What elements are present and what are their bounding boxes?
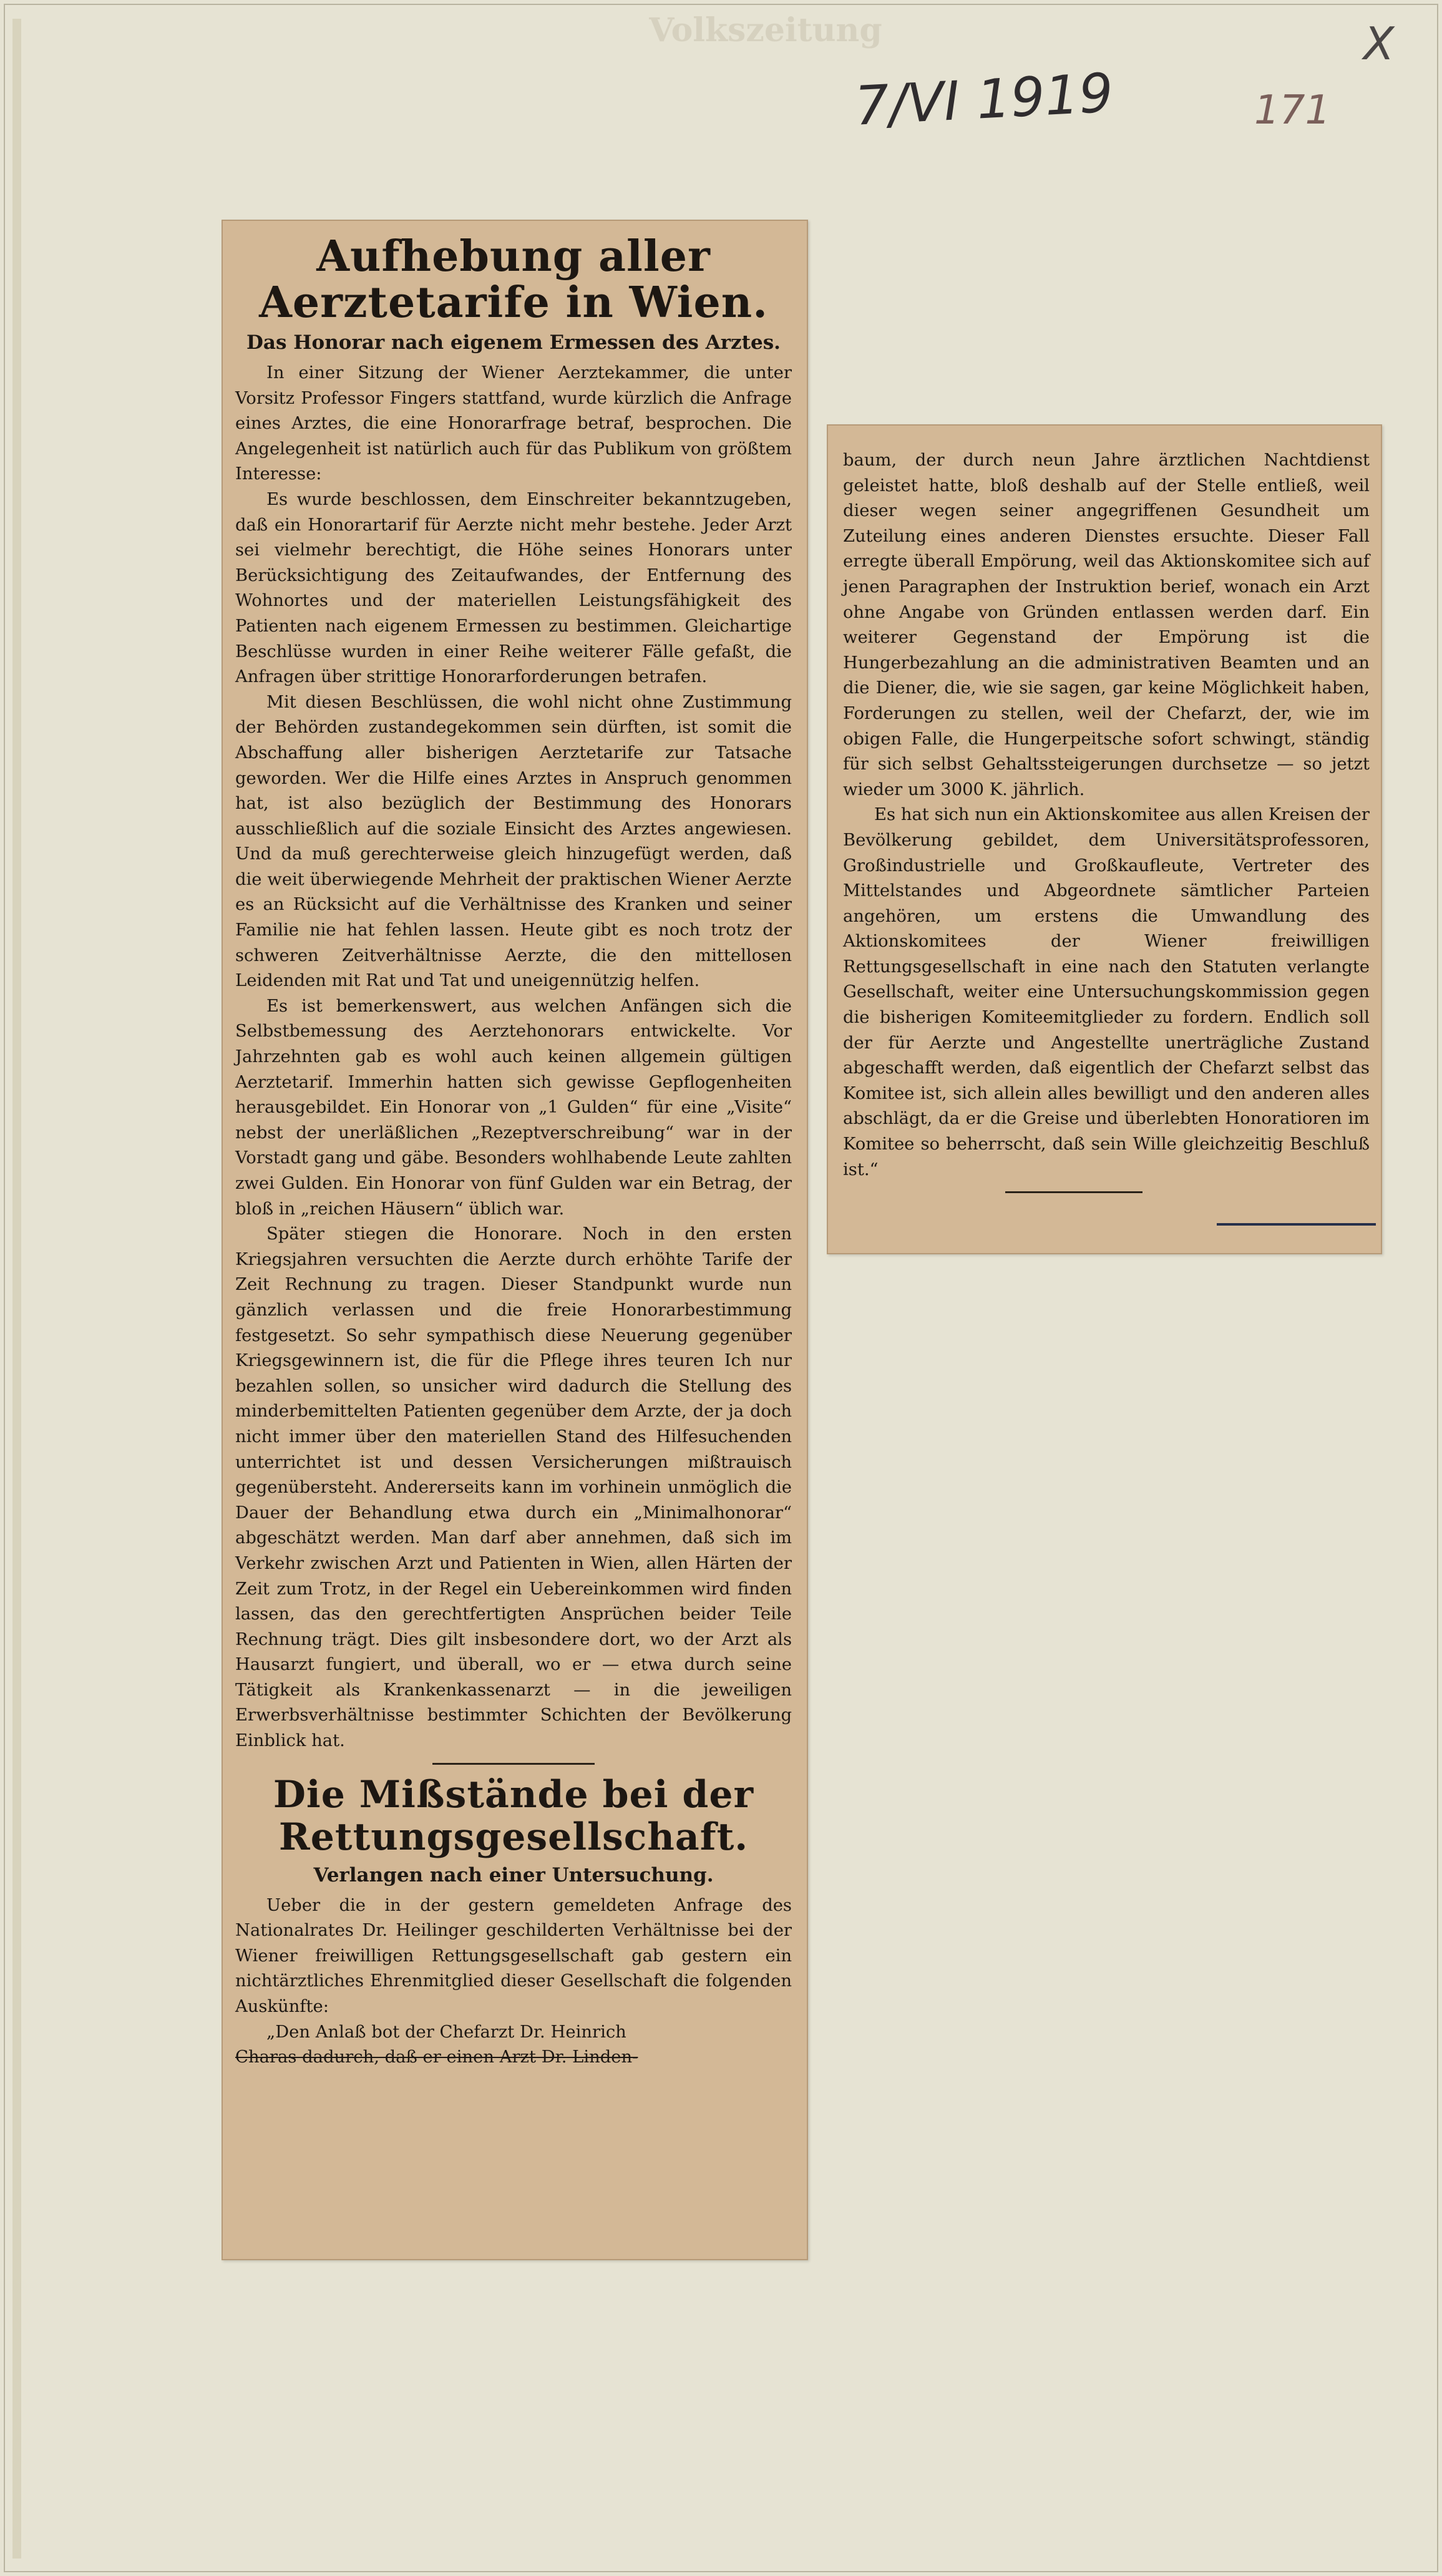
paper-edge [12, 19, 21, 2559]
article1-subheadline: Das Honorar nach eigenem Ermessen des Arztes. [246, 331, 781, 354]
article2-paragraph: Ueber die in der gestern gemeldeten Anfrage des Nationalrates Dr. Heilinger geschilderten Verhältnisse bei der Wiener freiwilligen Rettungsgesellschaft gab gestern ein nichtärztliches Ehrenmitglied dieser Gesellschaft die folgenden Auskünfte: [235, 1895, 792, 2017]
corner-mark: X [1363, 17, 1395, 70]
article2-continued-paragraph: baum, der durch neun Jahre ärztlichen Nachtdienst geleistet hatte, bloß deshalb auf der Stelle entließ, weil dieser wegen seiner angegriffenen Gesundheit um Zuteilung eines anderen Dienstes ersuchte. Dieser Fall erregte überall Empörung, weil das Aktionskomitee sich auf jenen Paragraphen der Instruktion berief, wonach ein Arzt ohne Angabe von Gründen entlassen werden darf. Ein weiterer Gegenstand der Empörung ist die Hungerbezahlung an die administrativen Beamten und an die Diener, die, wie sie sagen, gar keine Möglichkeit haben, Forderungen zu stellen, weil der Chefarzt, der, wie im obigen Falle, die Hungerpeitsche sofort schwingt, ständig für sich selbst Gehaltssteigerungen durchsetze — so jetzt wieder um 3000 K. jährlich. [843, 451, 1370, 799]
clipping-left [222, 220, 808, 2260]
handwritten-date: 7/VI 1919 [853, 62, 1115, 138]
ink-line [1217, 1223, 1376, 1226]
clipping-right [827, 424, 1382, 1254]
article2-headline: Die Mißstände bei der Rettungsgesellschaft. [273, 1772, 754, 1859]
article2-subheadline: Verlangen nach einer Untersuchung. [313, 1863, 714, 1886]
article1-paragraph: Es wurde beschlossen, dem Einschreiter bekanntzugeben, daß ein Honorartarif für Aerzte nicht mehr bestehe. Jeder Arzt sei vielmehr berechtigt, die Höhe seines Honorars unter Berücksichtigung des Zeitaufwandes, der Entfernung des Wohnortes und der materiellen Leistungsfähigkeit des Patienten nach eigenem Ermessen zu bestimmen. Gleichartige Beschlüsse wurden in einer Reihe weiterer Fälle gefaßt, die Anfragen über strittige Honorarforderungen betrafen. [235, 489, 792, 687]
article1-paragraph: In einer Sitzung der Wiener Aerztekammer, die unter Vorsitz Professor Fingers stattfand, wurde kürzlich die Anfrage eines Arztes, die eine Honorarfrage betraf, besprochen. Die Angelegenheit ist natürlich auch für das Publikum von größtem Interesse: [235, 363, 792, 484]
article2-struck-line: Charas dadurch, daß er einen Arzt Dr. Linden- [235, 2047, 638, 2067]
article2-paragraph: „Den Anlaß bot der Chefarzt Dr. Heinrich [266, 2022, 626, 2042]
end-divider [1005, 1191, 1142, 1193]
faded-newspaper-title: Volkszeitung [649, 11, 882, 49]
article2-continued-paragraph: Es hat sich nun ein Aktionskomitee aus allen Kreisen der Bevölkerung gebildet, dem Universitätsprofessoren, Großindustrielle und Großkaufleute, Vertreter des Mittelstandes und Abgeordnete sämtlicher Parteien angehören, um erstens die Umwandlung des Aktionskomitees der Wiener freiwilligen Rettungsgesellschaft in eine nach den Statuten verlangte Gesellschaft, weiter eine Untersuchungskommission gegen die bisherigen Komiteemitglieder zu fordern. Endlich soll der für Aerzte und Angestellte unerträgliche Zustand abgeschafft werden, daß eigentlich der Chefarzt selbst das Komitee ist, sich allein alles bewilligt und den anderen alles abschlägt, da er die Greise und überlebten Honoratioren im Komitee so beherrscht, daß sein Wille gleichzeitig Beschluß ist.“ [843, 805, 1370, 1179]
article1-paragraph: Mit diesen Beschlüssen, die wohl nicht ohne Zustimmung der Behörden zustandegekommen sein dürften, ist somit die Abschaffung aller bisherigen Aerztetarife zur Tatsache geworden. Wer die Hilfe eines Arztes in Anspruch genommen hat, ist also bezüglich der Bestimmung des Honorars ausschließlich auf die soziale Einsicht des Arztes angewiesen. Und da muß gerechterweise gleich hinzugefügt werden, daß die weit überwiegende Mehrheit der praktischen Wiener Aerzte es an Rücksicht auf die Verhältnisse des Kranken und seiner Familie nie hat fehlen lassen. Heute gibt es noch trotz der schweren Zeitverhältnisse Aerzte, die den mittellosen Leidenden mit Rat und Tat und uneigennützig helfen. [235, 692, 792, 991]
article1-headline: Aufhebung aller Aerztetarife in Wien. [259, 232, 768, 328]
article-divider [432, 1763, 595, 1765]
article1-paragraph: Später stiegen die Honorare. Noch in den ersten Kriegsjahren versuchten die Aerzte durch erhöhte Tarife der Zeit Rechnung zu tragen. Dieser Standpunkt wurde nun gänzlich verlassen und die freie Honorarbestimmung festgesetzt. So sehr sympathisch diese Neuerung gegenüber Kriegsgewinnern ist, die für die Pflege ihres teuren Ich nur bezahlen sollen, so unsicher wird dadurch die Stellung des minderbemittelten Patienten gegenüber dem Arzte, der ja doch nicht immer über den materiellen Stand des Hilfesuchenden unterrichtet ist und dessen Versicherungen mißtrauisch gegenübersteht. Andererseits kann im vorhinein unmöglich die Dauer der Behandlung etwa durch ein „Minimalhonorar“ abgeschätzt werden. Man darf aber annehmen, daß sich im Verkehr zwischen Arzt und Patienten in Wien, allen Härten der Zeit zum Trotz, in der Regel ein Uebereinkommen wird finden lassen, das den gerechtfertigten Ansprüchen beider Teile Rechnung trägt. Dies gilt insbesondere dort, wo der Arzt als Hausarzt fungiert, und überall, wo er — etwa durch seine Tätigkeit als Krankenkassenarzt — in die jeweiligen Erwerbsverhältnisse bestimmter Schichten der Bevölkerung Einblick hat. [235, 1224, 792, 1751]
handwritten-archive-number: 171 [1254, 87, 1331, 134]
article1-paragraph: Es ist bemerkenswert, aus welchen Anfängen sich die Selbstbemessung des Aerztehonorars entwickelte. Vor Jahrzehnten gab es wohl auch keinen allgemein gültigen Aerztetarif. Immerhin hatten sich gewisse Gepflogenheiten herausgebildet. Ein Honorar von „1 Gulden“ für eine „Visite“ nebst der unerläßlichen „Rezeptverschreibung“ war in der Vorstadt gang und gäbe. Besonders wohlhabende Leute zahlten zwei Gulden. Ein Honorar von fünf Gulden war ein Betrag, der bloß in „reichen Häusern“ üblich war. [235, 996, 792, 1219]
